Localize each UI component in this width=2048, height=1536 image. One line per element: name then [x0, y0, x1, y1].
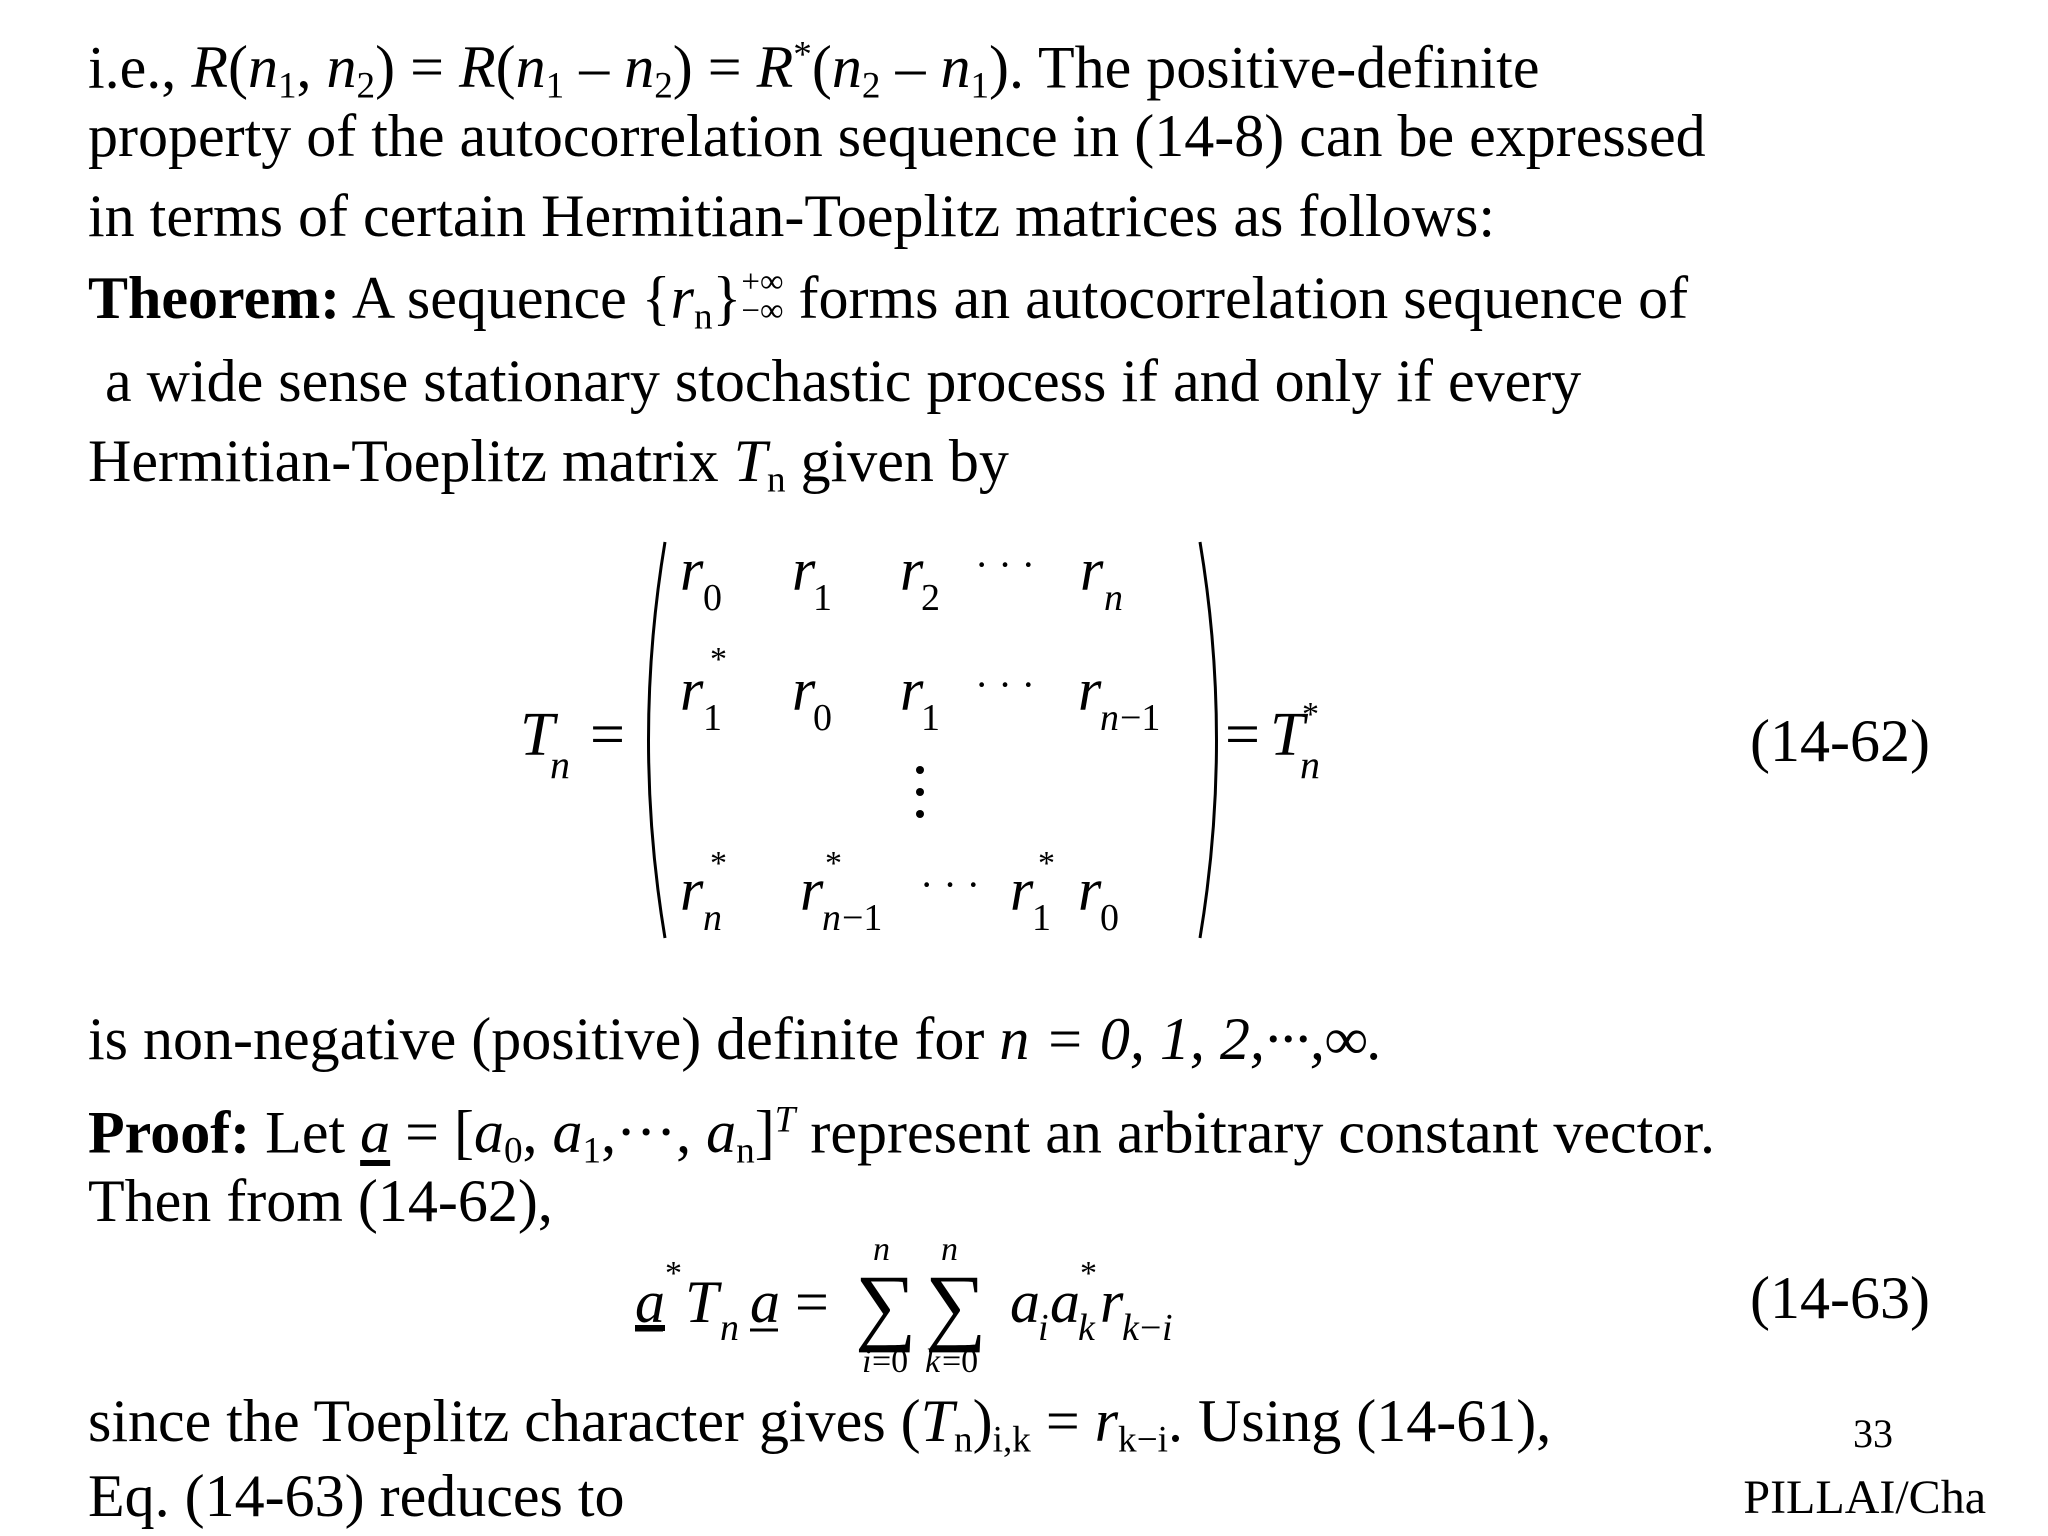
text-line-7	[88, 1003, 1383, 1075]
svg-text:i: i	[862, 1343, 872, 1380]
svg-text:n: n	[822, 897, 841, 939]
svg-text:i: i	[1038, 1307, 1049, 1349]
svg-text:n: n	[1100, 697, 1119, 739]
svg-text:n: n	[941, 1231, 958, 1268]
svg-text:=: =	[795, 1269, 829, 1335]
text-segment: forms an autocorrelation sequence of	[783, 265, 1689, 331]
text-segment: i.e.,	[88, 34, 192, 101]
svg-text:T: T	[520, 701, 555, 769]
text-line-5: a wide sense stationary stochastic process if and only if every	[105, 348, 1582, 414]
svg-text:r: r	[900, 657, 924, 723]
text-line-3: in terms of certain Hermitian-Toeplitz matrices as follows:	[88, 183, 1496, 249]
svg-text:a: a	[1050, 1269, 1080, 1335]
svg-text:∑: ∑	[855, 1257, 917, 1353]
author-footer: PILLAI/Cha	[1743, 1471, 1986, 1524]
svg-text:a: a	[1010, 1269, 1040, 1335]
page-number: 33	[1853, 1411, 1893, 1456]
svg-text:0: 0	[703, 577, 722, 619]
text-line-9: Then from (14-62),	[88, 1168, 553, 1234]
svg-text:−1: −1	[1120, 697, 1161, 739]
svg-text:*: *	[710, 641, 727, 678]
svg-text:· · ·: · · ·	[975, 662, 1035, 707]
svg-text:i: i	[1162, 1307, 1173, 1349]
svg-text:a: a	[750, 1269, 780, 1335]
svg-text:r: r	[1078, 857, 1102, 923]
text-segment: Let	[250, 1099, 361, 1166]
svg-text:n: n	[1300, 742, 1320, 787]
svg-text:k: k	[1078, 1307, 1095, 1349]
theorem-label: Theorem:	[88, 265, 341, 331]
svg-text:k: k	[1122, 1307, 1139, 1349]
svg-text:r: r	[900, 537, 924, 603]
svg-text:T: T	[1270, 701, 1305, 769]
text-segment: A sequence	[340, 265, 642, 331]
svg-text:*: *	[710, 845, 727, 882]
svg-text:1: 1	[703, 697, 722, 739]
svg-text:n: n	[550, 742, 570, 787]
text-segment: is non-negative (positive) definite for	[88, 1006, 1000, 1072]
inline-math-vector-a: $a = [a_0$, $a_1,\cdot\cdot\cdot$, $a_n]^T$	[360, 1099, 796, 1172]
svg-text:0: 0	[1100, 897, 1119, 939]
svg-text:=0: =0	[872, 1343, 909, 1380]
svg-text:r: r	[1078, 657, 1102, 723]
svg-text:r: r	[680, 537, 704, 603]
text-line-11: Eq. (14-63) reduces to	[88, 1463, 625, 1529]
text-line-2: property of the autocorrelation sequence in (14-8) can be expressed	[88, 103, 1706, 169]
svg-text:r: r	[1010, 857, 1034, 923]
text-segment: since the Toeplitz character gives	[88, 1388, 901, 1454]
svg-text:1: 1	[813, 577, 832, 619]
svg-text:*: *	[825, 845, 842, 882]
svg-text:∑: ∑	[925, 1257, 987, 1353]
svg-text:n: n	[703, 897, 722, 939]
inline-math-autocorrelation-symmetry: $R(n_1$, $n_2) = R(n_1 - n_2) = R^*(n_2 - n_1)$	[191, 34, 1010, 107]
svg-text:=: =	[590, 701, 625, 769]
svg-text:=: =	[1225, 701, 1260, 769]
svg-text:n: n	[873, 1231, 890, 1268]
svg-text:r: r	[792, 537, 816, 603]
svg-text:r: r	[680, 657, 704, 723]
svg-text:=0: =0	[942, 1343, 979, 1380]
svg-text:· · ·: · · ·	[975, 542, 1035, 587]
text-segment: given by	[785, 428, 1009, 494]
text-segment: Hermitian-Toeplitz matrix	[88, 428, 734, 494]
inline-math-sequence: $\{r_n\}$ +∞ −∞	[641, 263, 784, 338]
text-segment: . Using (14-61),	[1167, 1388, 1552, 1454]
svg-text:T: T	[685, 1269, 719, 1335]
proof-label: Proof:	[88, 1099, 251, 1166]
equation-14-63	[630, 1222, 1250, 1382]
svg-text:r: r	[800, 857, 824, 923]
text-segment: represent an arbitrary constant vector.	[795, 1099, 1715, 1166]
text-line-4	[88, 262, 1688, 353]
svg-text:*: *	[1038, 845, 1055, 882]
svg-text:· · ·: · · ·	[920, 862, 980, 907]
svg-text:r: r	[1080, 537, 1104, 603]
svg-text:n: n	[720, 1307, 739, 1349]
inline-math-Tn: $T_n$	[733, 428, 786, 501]
inline-math-toeplitz-entry: $(T_n)_{i,k} = r_{k-i}$	[900, 1388, 1168, 1461]
equation-number-14-62: (14-62)	[1750, 708, 1930, 774]
svg-text:n: n	[1104, 577, 1123, 619]
svg-text:r: r	[680, 857, 704, 923]
text-segment: . The positive-definite	[1009, 34, 1540, 101]
svg-text:−1: −1	[842, 897, 883, 939]
svg-text:*: *	[1302, 696, 1319, 733]
svg-text:1: 1	[1032, 897, 1051, 939]
svg-text:0: 0	[813, 697, 832, 739]
text-line-6	[88, 425, 1009, 516]
svg-text:1: 1	[921, 697, 940, 739]
svg-text:*: *	[665, 1255, 682, 1292]
svg-text:*: *	[1080, 1255, 1097, 1292]
svg-text:r: r	[1100, 1269, 1124, 1335]
inline-math-n-range: n = 0, 1, 2,···,∞.	[999, 1006, 1383, 1072]
svg-text:r: r	[792, 657, 816, 723]
matrix-equation-14-62	[520, 530, 1360, 950]
toeplitz-matrix-figure	[520, 530, 1360, 950]
svg-text:2: 2	[921, 577, 940, 619]
equation-number-14-63: (14-63)	[1750, 1265, 1930, 1331]
svg-text:k: k	[925, 1343, 941, 1380]
quadratic-form-figure	[630, 1222, 1250, 1382]
svg-text:−: −	[1140, 1307, 1162, 1349]
svg-text:a: a	[635, 1269, 665, 1335]
